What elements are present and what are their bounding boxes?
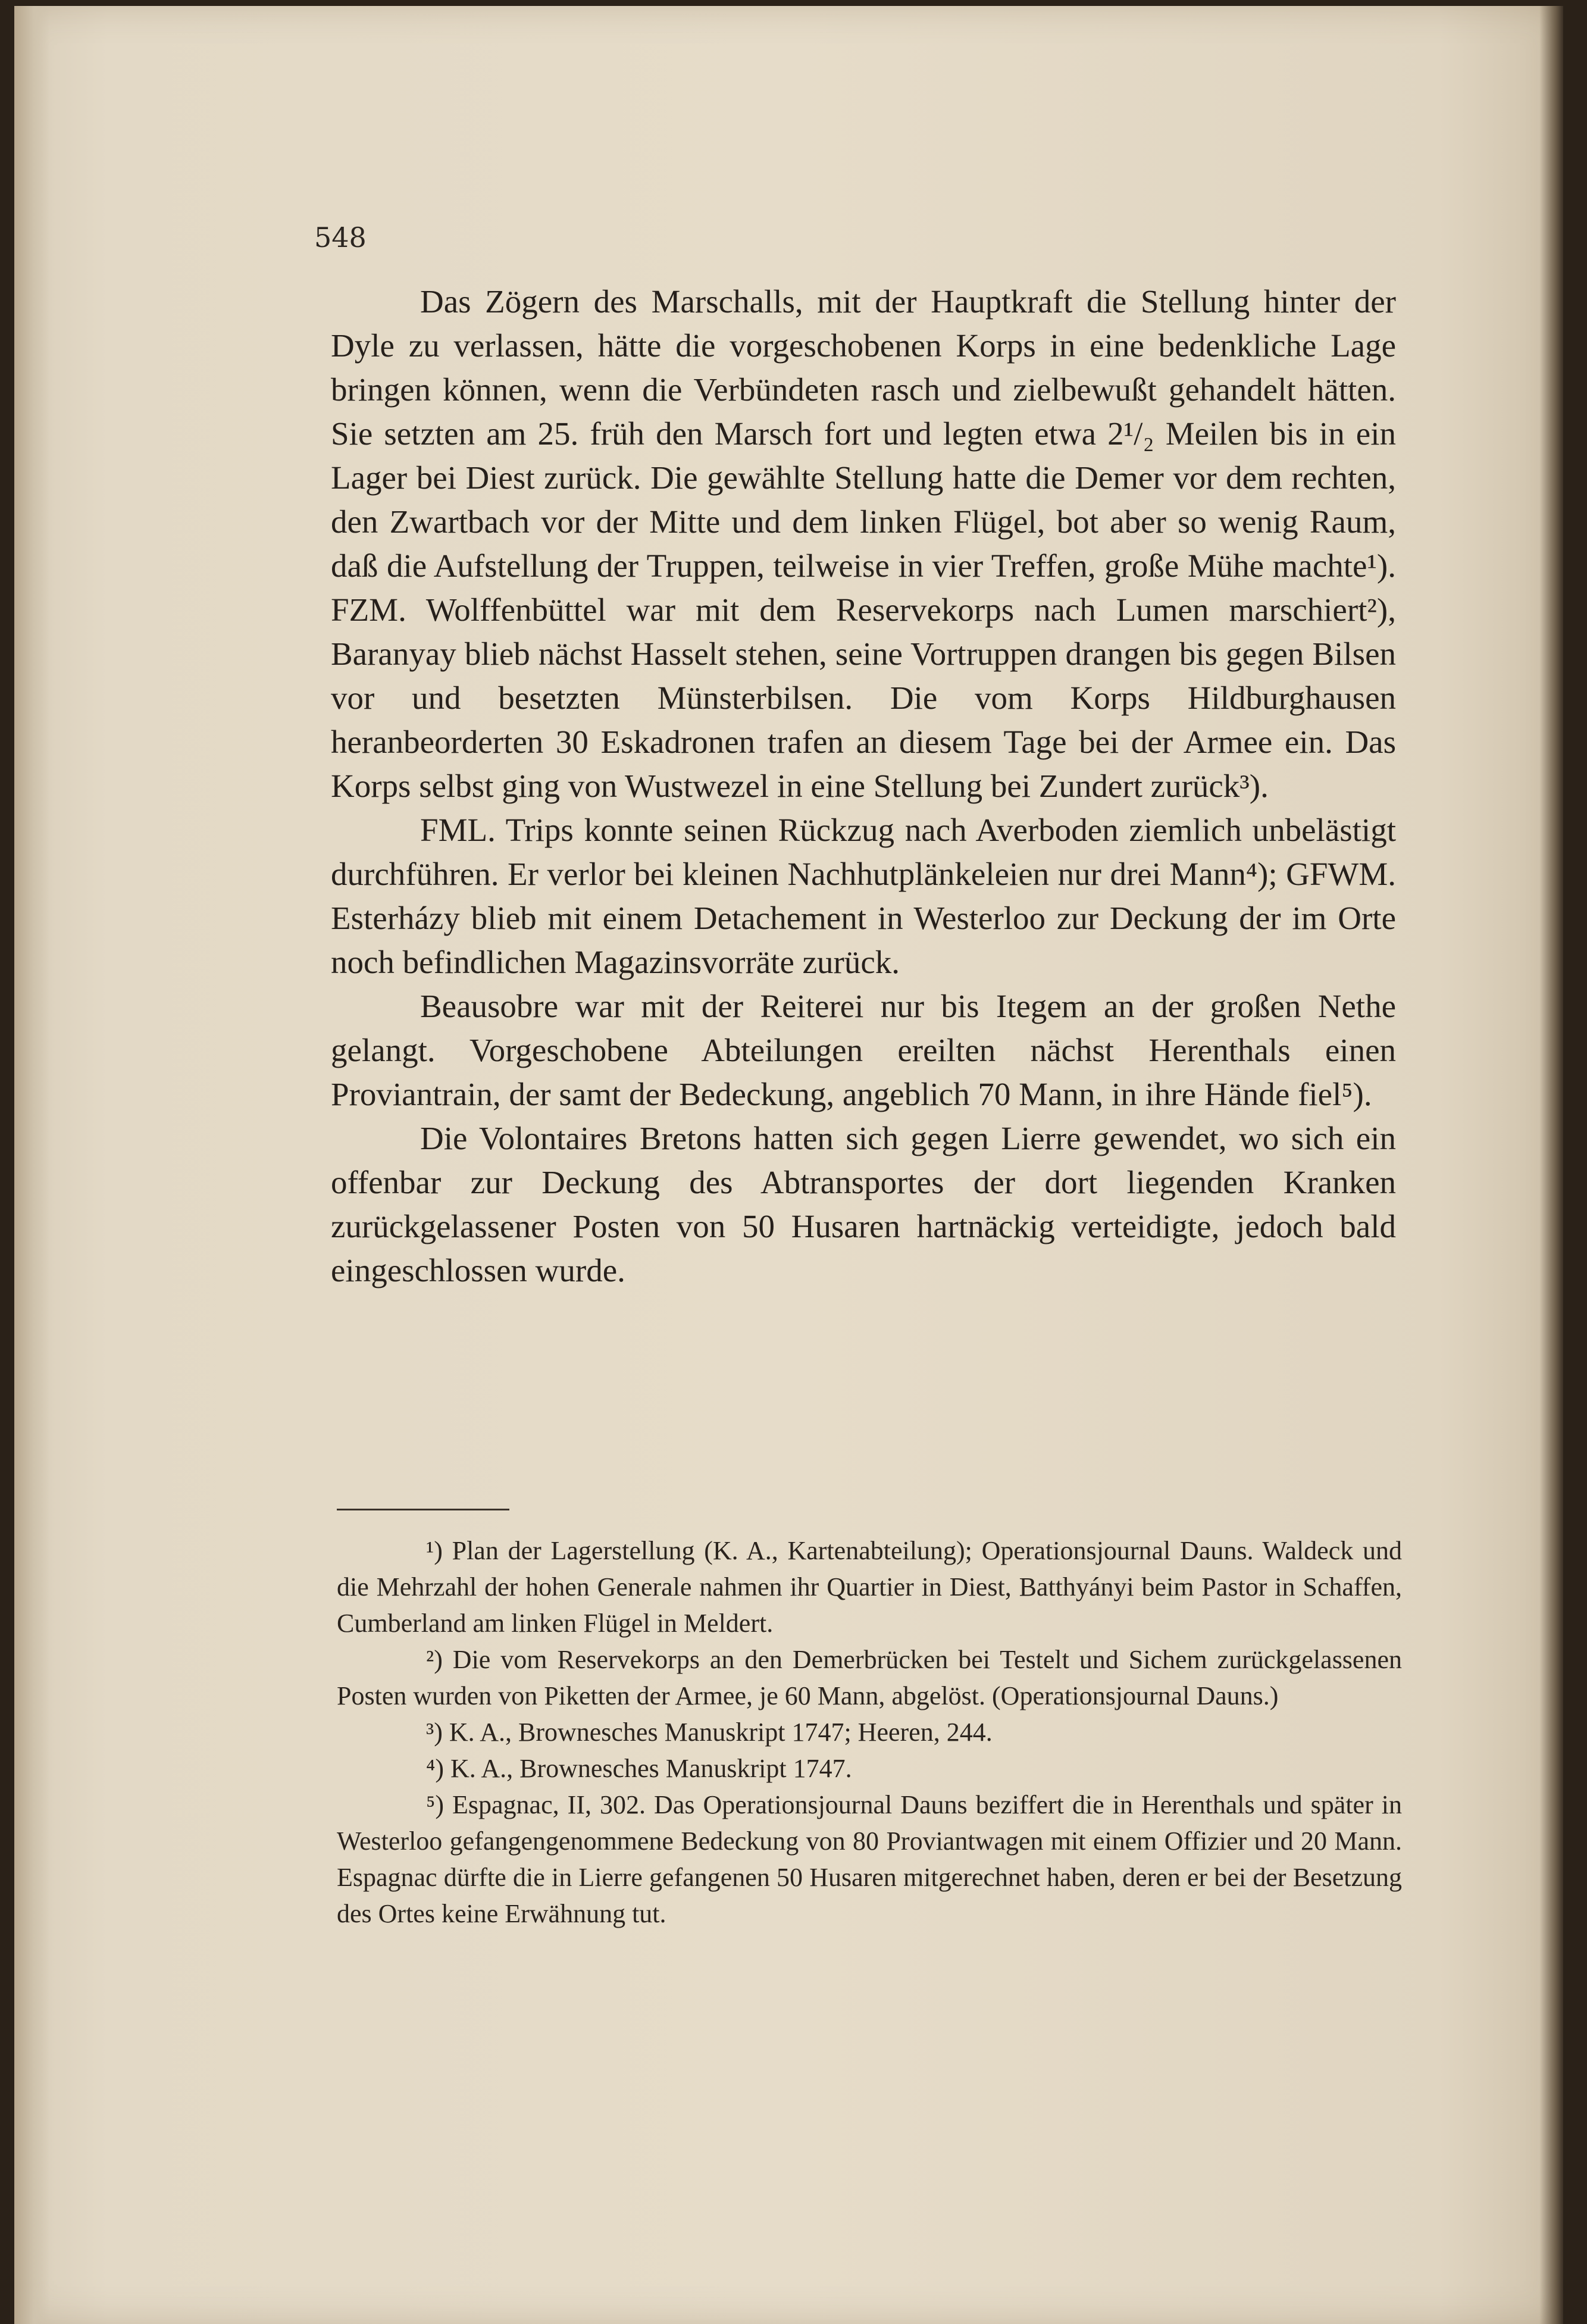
paragraph: Beausobre war mit der Reiterei nur bis Itegem an der großen Nethe gelangt. Vorgeschobene Abteilungen ereilten nächst Herenthals einen Proviantrain, der samt der Bedeckung, angeblich 70 Mann, in ihre Hände fiel⁵).: [331, 988, 1396, 1112]
paragraph: FML. Trips konnte seinen Rückzug nach Averboden ziemlich unbelästigt durchführen. Er verlor bei kleinen Nachhutplänkeleien nur drei Mann⁴); GFWM. Esterházy blieb mit einem Detachement in Westerloo zur Deckung der im Orte noch befindlichen Magazinsvorräte zurück.: [331, 812, 1396, 980]
footnote: ⁵) Espagnac, II, 302. Das Operationsjournal Dauns beziffert die in Herenthals und später in Westerloo gefangengenommene Bedeckung von 80 Proviantwagen mit einem Offizier und 20 Mann. Espagnac dürfte die in Lierre gefangenen 50 Husaren mitgerechnet haben, deren er bei der Besetzung des Ortes keine Erwähnung tut.: [337, 1790, 1402, 1928]
page-gutter: [14, 6, 50, 2324]
footnote: ³) K. A., Brownesches Manuskript 1747; Heeren, 244.: [426, 1718, 993, 1747]
footnotes: [337, 1532, 1402, 1932]
main-text: [331, 280, 1396, 1293]
footnote-divider: [337, 1509, 509, 1510]
footnote: ⁴) K. A., Brownesches Manuskript 1747.: [426, 1754, 852, 1783]
page-edge-shadow: [1539, 6, 1563, 2324]
paragraph: Das Zögern des Marschalls, mit der Hauptkraft die Stellung hinter der Dyle zu verlassen, hätte die vorgeschobenen Korps in eine bedenkliche Lage bringen können, wenn die Verbündeten rasch und zielbewußt gehandelt hätten. Sie setzten am 25. früh den Marsch fort und legten etwa 2¹/₂ Meilen bis in ein Lager bei Diest zurück. Die gewählte Stellung hatte die Demer vor dem rechten, den Zwartbach vor der Mitte und dem linken Flügel, bot aber so wenig Raum, daß die Aufstellung der Truppen, teilweise in vier Treffen, große Mühe machte¹). FZM. Wolffenbüttel war mit dem Reservekorps nach Lumen marschiert²), Baranyay blieb nächst Hasselt stehen, seine Vortruppen drangen bis gegen Bilsen vor und besetzten Münsterbilsen. Die vom Korps Hildburghausen heranbeorderten 30 Eskadronen trafen an diesem Tage bei der Armee ein. Das Korps selbst ging von Wustwezel in eine Stellung bei Zundert zurück³).: [331, 283, 1396, 804]
page-number: 548: [314, 221, 367, 254]
footnote: ¹) Plan der Lagerstellung (K. A., Kartenabteilung); Operationsjournal Dauns. Waldeck und die Mehrzahl der hohen Generale nahmen ihr Quartier in Diest, Batthyányi beim Pastor in Schaffen, Cumberland am linken Flügel in Meldert.: [337, 1536, 1402, 1638]
paragraph: Die Volontaires Bretons hatten sich gegen Lierre gewendet, wo sich ein offenbar zur Deckung des Abtransportes der dort liegenden Kranken zurückgelassener Posten von 50 Husaren hartnäckig verteidigte, jedoch bald eingeschlossen wurde.: [331, 1120, 1396, 1288]
footnote: ²) Die vom Reservekorps an den Demerbrücken bei Testelt und Sichem zurückgelassenen Posten wurden von Piketten der Armee, je 60 Mann, abgelöst. (Operationsjournal Dauns.): [337, 1645, 1402, 1710]
